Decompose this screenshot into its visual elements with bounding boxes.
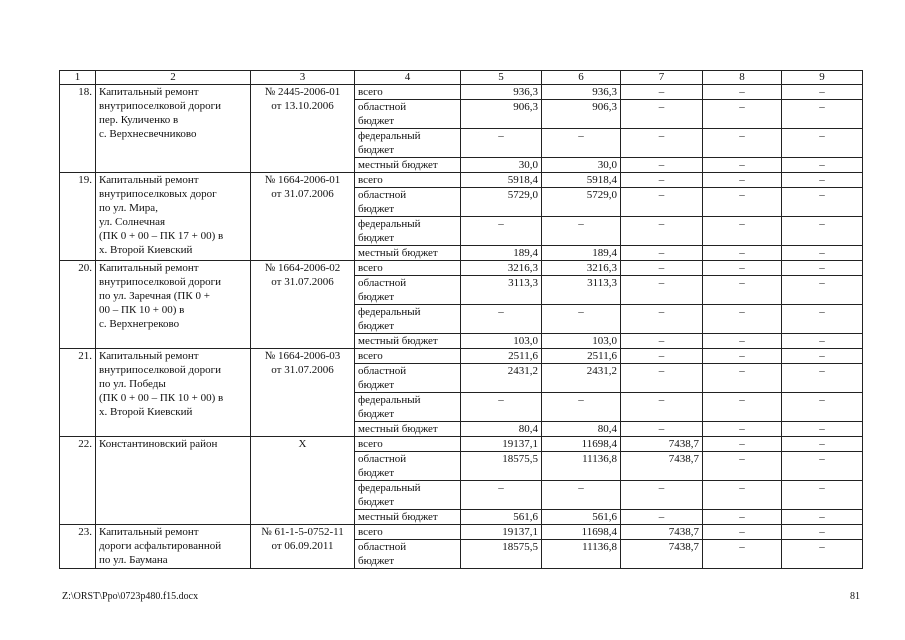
table-row [60,437,863,452]
value-cell-9: – [782,158,863,173]
budget-source: федеральный бюджет [355,129,461,158]
value-cell-9: – [782,510,863,525]
budget-source: областной бюджет [355,276,461,305]
value-cell-5: 19137,1 [461,525,542,540]
value-cell-8: – [703,305,782,334]
budget-source: областной бюджет [355,188,461,217]
value-cell-7: – [621,129,703,158]
value-cell-5: 3113,3 [461,276,542,305]
header-row [60,71,863,85]
table-row [60,173,863,188]
value-cell-7: – [621,422,703,437]
header-cell: 3 [251,71,355,85]
value-cell-7: – [621,481,703,510]
document-ref: № 1664-2006-01 от 31.07.2006 [251,173,355,261]
value-cell-9: – [782,246,863,261]
value-cell-7: – [621,100,703,129]
budget-source: федеральный бюджет [355,217,461,246]
table-row [60,261,863,276]
value-cell-9: – [782,334,863,349]
object-name: Константиновский район [96,437,251,525]
value-cell-9: – [782,188,863,217]
budget-source: всего [355,349,461,364]
value-cell-8: – [703,173,782,188]
budget-source: местный бюджет [355,246,461,261]
value-cell-7: – [621,510,703,525]
value-cell-8: – [703,85,782,100]
value-cell-8: – [703,510,782,525]
value-cell-9: – [782,217,863,246]
value-cell-7: 7438,7 [621,540,703,569]
value-cell-9: – [782,422,863,437]
header-cell: 4 [355,71,461,85]
value-cell-9: – [782,437,863,452]
value-cell-8: – [703,188,782,217]
object-name: Капитальный ремонт внутрипоселковой дороги по ул. Заречная (ПК 0 + 00 – ПК 10 + 00) в с. Верхнегреково [96,261,251,349]
header-cell: 1 [60,71,96,85]
object-name: Капитальный ремонт внутрипоселковых дорог по ул. Мира, ул. Солнечная (ПК 0 + 00 – ПК 17 + 00) в х. Второй Киевский [96,173,251,261]
header-cell: 2 [96,71,251,85]
row-index: 22. [60,437,96,525]
value-cell-5: 189,4 [461,246,542,261]
budget-source: федеральный бюджет [355,481,461,510]
object-name: Капитальный ремонт внутрипоселковой дороги пер. Куличенко в с. Верхнесвечниково [96,85,251,173]
value-cell-5: 18575,5 [461,452,542,481]
value-cell-5: 5729,0 [461,188,542,217]
budget-source: областной бюджет [355,540,461,569]
value-cell-8: – [703,540,782,569]
value-cell-5: 18575,5 [461,540,542,569]
value-cell-6: – [542,305,621,334]
value-cell-9: – [782,305,863,334]
value-cell-6: 11136,8 [542,452,621,481]
value-cell-7: – [621,173,703,188]
value-cell-6: 2431,2 [542,364,621,393]
value-cell-8: – [703,158,782,173]
value-cell-8: – [703,481,782,510]
value-cell-6: 5729,0 [542,188,621,217]
value-cell-6: 103,0 [542,334,621,349]
value-cell-9: – [782,349,863,364]
value-cell-9: – [782,452,863,481]
budget-source: местный бюджет [355,422,461,437]
budget-source: местный бюджет [355,334,461,349]
value-cell-6: 2511,6 [542,349,621,364]
value-cell-9: – [782,481,863,510]
value-cell-7: – [621,305,703,334]
value-cell-8: – [703,100,782,129]
value-cell-8: – [703,364,782,393]
budget-source: областной бюджет [355,452,461,481]
value-cell-6: 30,0 [542,158,621,173]
value-cell-5: 561,6 [461,510,542,525]
value-cell-8: – [703,525,782,540]
value-cell-8: – [703,349,782,364]
document-ref: Х [251,437,355,525]
budget-source: всего [355,85,461,100]
budget-source: федеральный бюджет [355,393,461,422]
value-cell-6: 561,6 [542,510,621,525]
budget-source: областной бюджет [355,364,461,393]
value-cell-5: 2511,6 [461,349,542,364]
value-cell-5: 2431,2 [461,364,542,393]
value-cell-9: – [782,85,863,100]
value-cell-6: 5918,4 [542,173,621,188]
value-cell-7: – [621,158,703,173]
object-name: Капитальный ремонт дороги асфальтированной по ул. Баумана [96,525,251,569]
value-cell-7: 7438,7 [621,525,703,540]
value-cell-8: – [703,129,782,158]
value-cell-6: 3113,3 [542,276,621,305]
value-cell-7: – [621,85,703,100]
value-cell-9: – [782,173,863,188]
value-cell-7: – [621,349,703,364]
value-cell-6: 189,4 [542,246,621,261]
value-cell-7: – [621,276,703,305]
value-cell-5: – [461,217,542,246]
budget-source: местный бюджет [355,510,461,525]
budget-table [59,70,863,569]
value-cell-6: 906,3 [542,100,621,129]
value-cell-6: – [542,393,621,422]
value-cell-8: – [703,276,782,305]
row-index: 20. [60,261,96,349]
value-cell-5: – [461,481,542,510]
row-index: 19. [60,173,96,261]
value-cell-6: – [542,129,621,158]
budget-source: всего [355,261,461,276]
value-cell-9: – [782,276,863,305]
value-cell-8: – [703,334,782,349]
value-cell-5: 3216,3 [461,261,542,276]
value-cell-8: – [703,217,782,246]
budget-source: всего [355,525,461,540]
value-cell-5: 30,0 [461,158,542,173]
value-cell-8: – [703,246,782,261]
table-row [60,525,863,540]
budget-source: местный бюджет [355,158,461,173]
value-cell-5: 5918,4 [461,173,542,188]
table-row [60,349,863,364]
value-cell-9: – [782,393,863,422]
document-ref: № 61-1-5-0752-11 от 06.09.2011 [251,525,355,569]
value-cell-5: – [461,393,542,422]
table-row [60,85,863,100]
value-cell-7: – [621,334,703,349]
value-cell-5: 906,3 [461,100,542,129]
value-cell-7: 7438,7 [621,452,703,481]
value-cell-5: 80,4 [461,422,542,437]
value-cell-8: – [703,393,782,422]
value-cell-5: – [461,305,542,334]
header-cell: 5 [461,71,542,85]
value-cell-9: – [782,525,863,540]
budget-source: всего [355,173,461,188]
value-cell-6: 3216,3 [542,261,621,276]
value-cell-7: – [621,261,703,276]
header-cell: 7 [621,71,703,85]
budget-source: федеральный бюджет [355,305,461,334]
value-cell-9: – [782,129,863,158]
header-cell: 8 [703,71,782,85]
value-cell-6: 11136,8 [542,540,621,569]
value-cell-9: – [782,540,863,569]
document-ref: № 1664-2006-02 от 31.07.2006 [251,261,355,349]
value-cell-9: – [782,100,863,129]
footer-file-path: Z:\ORST\Ppo\0723p480.f15.docx [62,591,199,602]
value-cell-9: – [782,261,863,276]
budget-source: областной бюджет [355,100,461,129]
value-cell-7: – [621,246,703,261]
value-cell-5: 19137,1 [461,437,542,452]
value-cell-8: – [703,422,782,437]
object-name: Капитальный ремонт внутрипоселковой дороги по ул. Победы (ПК 0 + 00 – ПК 10 + 00) в х. Второй Киевский [96,349,251,437]
value-cell-7: – [621,217,703,246]
value-cell-6: 936,3 [542,85,621,100]
document-ref: № 1664-2006-03 от 31.07.2006 [251,349,355,437]
value-cell-8: – [703,437,782,452]
header-cell: 9 [782,71,863,85]
value-cell-5: 936,3 [461,85,542,100]
value-cell-7: – [621,364,703,393]
page-number: 81 [850,591,860,602]
value-cell-8: – [703,452,782,481]
value-cell-6: 11698,4 [542,437,621,452]
header-cell: 6 [542,71,621,85]
value-cell-7: 7438,7 [621,437,703,452]
row-index: 21. [60,349,96,437]
value-cell-7: – [621,393,703,422]
document-ref: № 2445-2006-01 от 13.10.2006 [251,85,355,173]
value-cell-6: 80,4 [542,422,621,437]
value-cell-5: – [461,129,542,158]
value-cell-8: – [703,261,782,276]
value-cell-6: 11698,4 [542,525,621,540]
value-cell-6: – [542,217,621,246]
row-index: 23. [60,525,96,569]
value-cell-5: 103,0 [461,334,542,349]
value-cell-6: – [542,481,621,510]
value-cell-9: – [782,364,863,393]
value-cell-7: – [621,188,703,217]
budget-source: всего [355,437,461,452]
row-index: 18. [60,85,96,173]
